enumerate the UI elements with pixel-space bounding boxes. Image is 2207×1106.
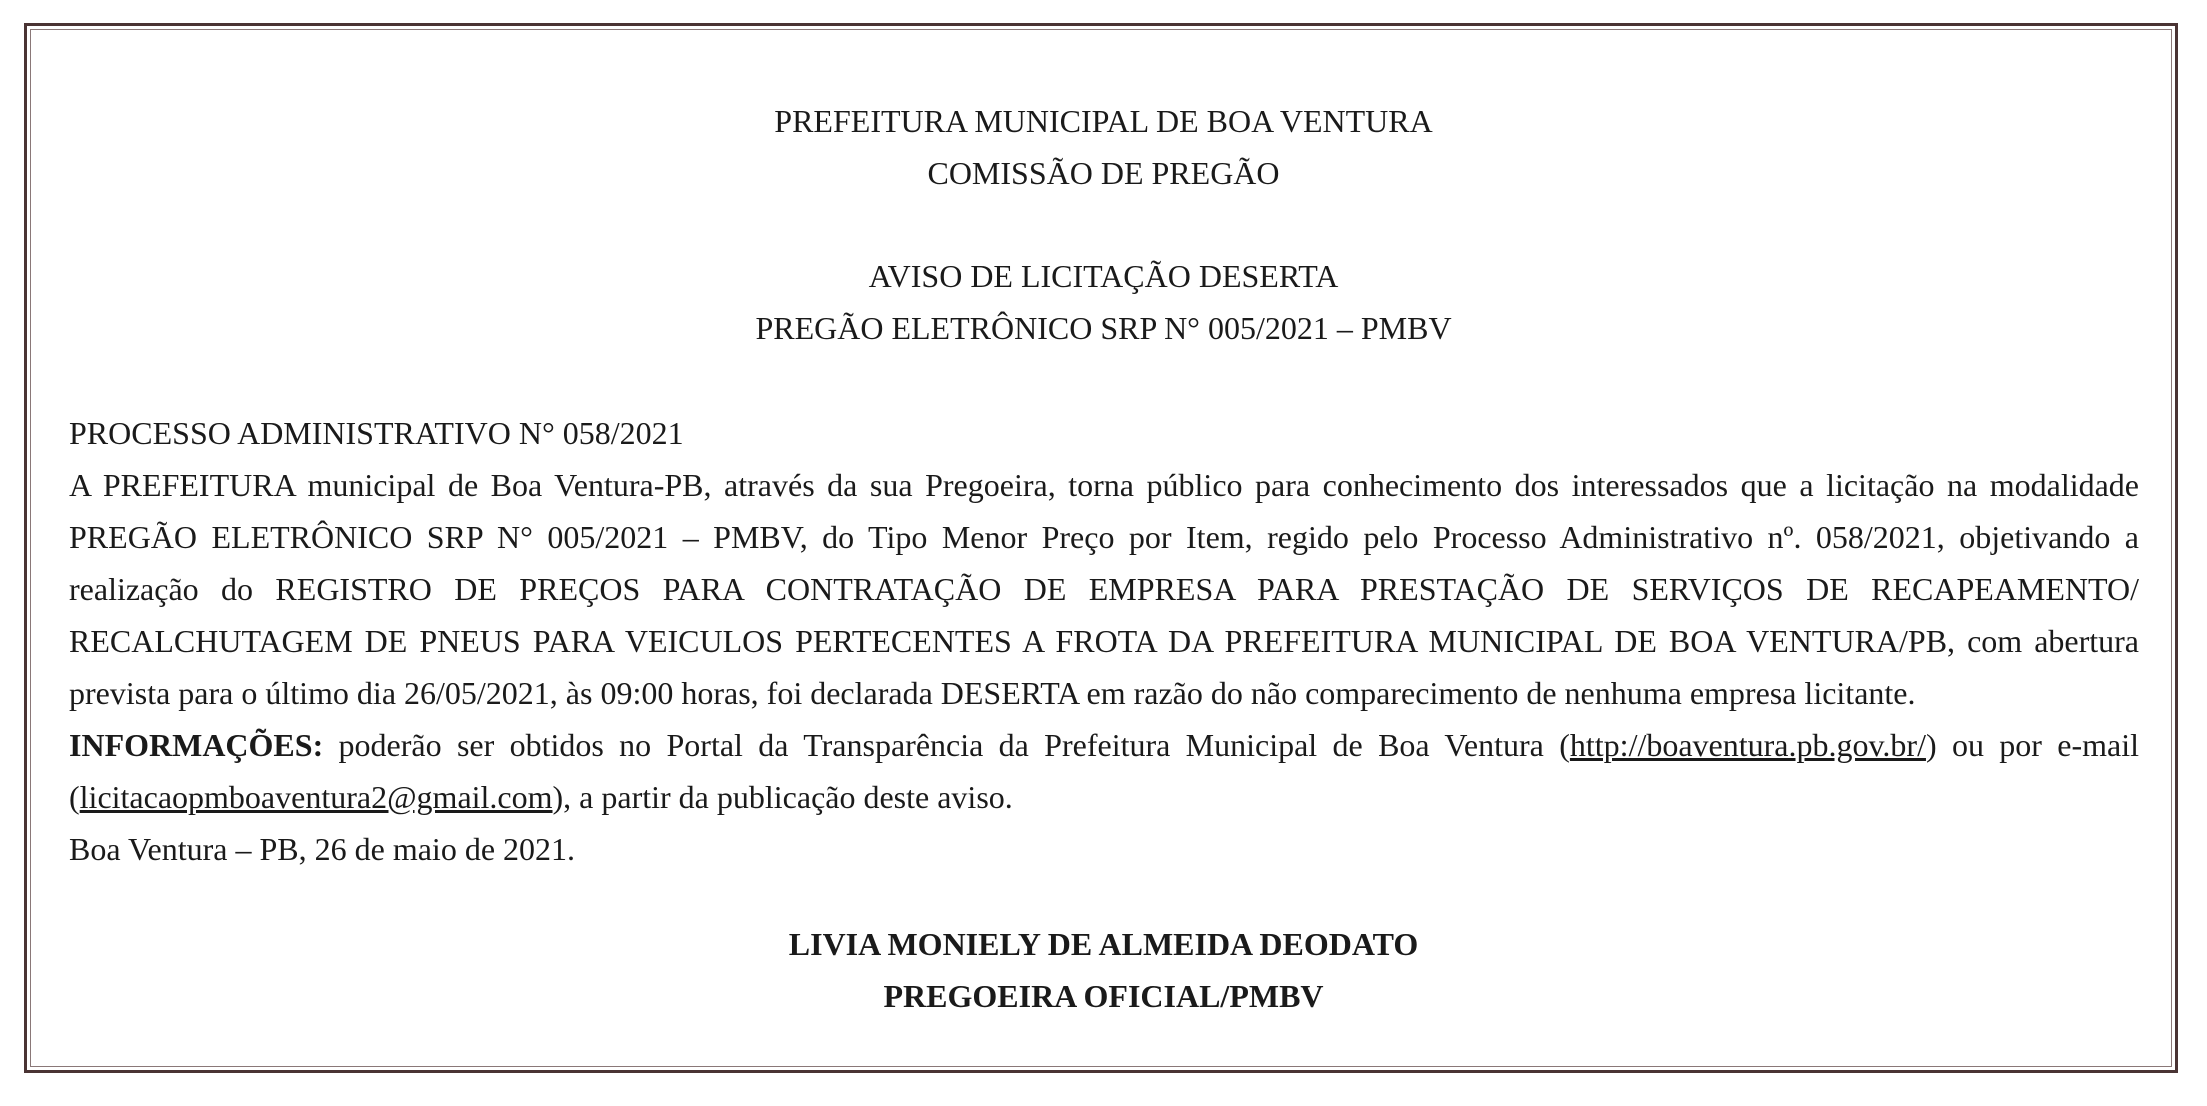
header-line-1: PREFEITURA MUNICIPAL DE BOA VENTURA xyxy=(774,103,1433,139)
signature-name: LIVIA MONIELY DE ALMEIDA DEODATO xyxy=(788,926,1419,962)
info-text-3: ), a partir da publicação deste aviso. xyxy=(552,779,1013,815)
email-link[interactable]: licitacaopmboaventura2@gmail.com xyxy=(79,779,553,815)
notice-body xyxy=(69,407,2139,875)
header-line-2: COMISSÃO DE PREGÃO xyxy=(927,155,1280,191)
info-paragraph xyxy=(69,719,2139,823)
signature-role: PREGOEIRA OFICIAL/PMBV xyxy=(883,978,1324,1014)
notice-subtitle: PREGÃO ELETRÔNICO SRP N° 005/2021 – PMBV xyxy=(755,310,1452,346)
info-label: INFORMAÇÕES: xyxy=(69,727,324,763)
info-text-2: ) ou por e-mail ( xyxy=(69,727,2140,815)
main-paragraph: A PREFEITURA municipal de Boa Ventura-PB, através da sua Pregoeira, torna público para conhecimento dos interessados que a licitação na modalidade PREGÃO ELETRÔNICO SRP N° 005/2021 – PMBV, do Tipo Menor Preço por Item, regido pelo Processo Administrativo nº. 058/2021, objetivando a realização do REGISTRO DE PREÇOS PARA CONTRATAÇÃO DE EMPRESA PARA PRESTAÇÃO DE SERVIÇOS DE RECAPEAMENTO/ RECALCHUTAGEM DE PNEUS PARA VEICULOS PERTECENTES A FROTA DA PREFEITURA MUNICIPAL DE BOA VENTURA/PB, com abertura prevista para o último dia 26/05/2021, às 09:00 horas, foi declarada DESERTA em razão do não comparecimento de nenhuma empresa licitante. xyxy=(69,467,2139,711)
info-text-1: poderão ser obtidos no Portal da Transparência da Prefeitura Municipal de Boa Ventura ( xyxy=(323,727,1570,763)
notice-title: AVISO DE LICITAÇÃO DESERTA xyxy=(868,258,1339,294)
process-line: PROCESSO ADMINISTRATIVO N° 058/2021 xyxy=(69,415,684,451)
date-line: Boa Ventura – PB, 26 de maio de 2021. xyxy=(69,831,576,867)
portal-link[interactable]: http://boaventura.pb.gov.br/ xyxy=(1569,727,1926,763)
